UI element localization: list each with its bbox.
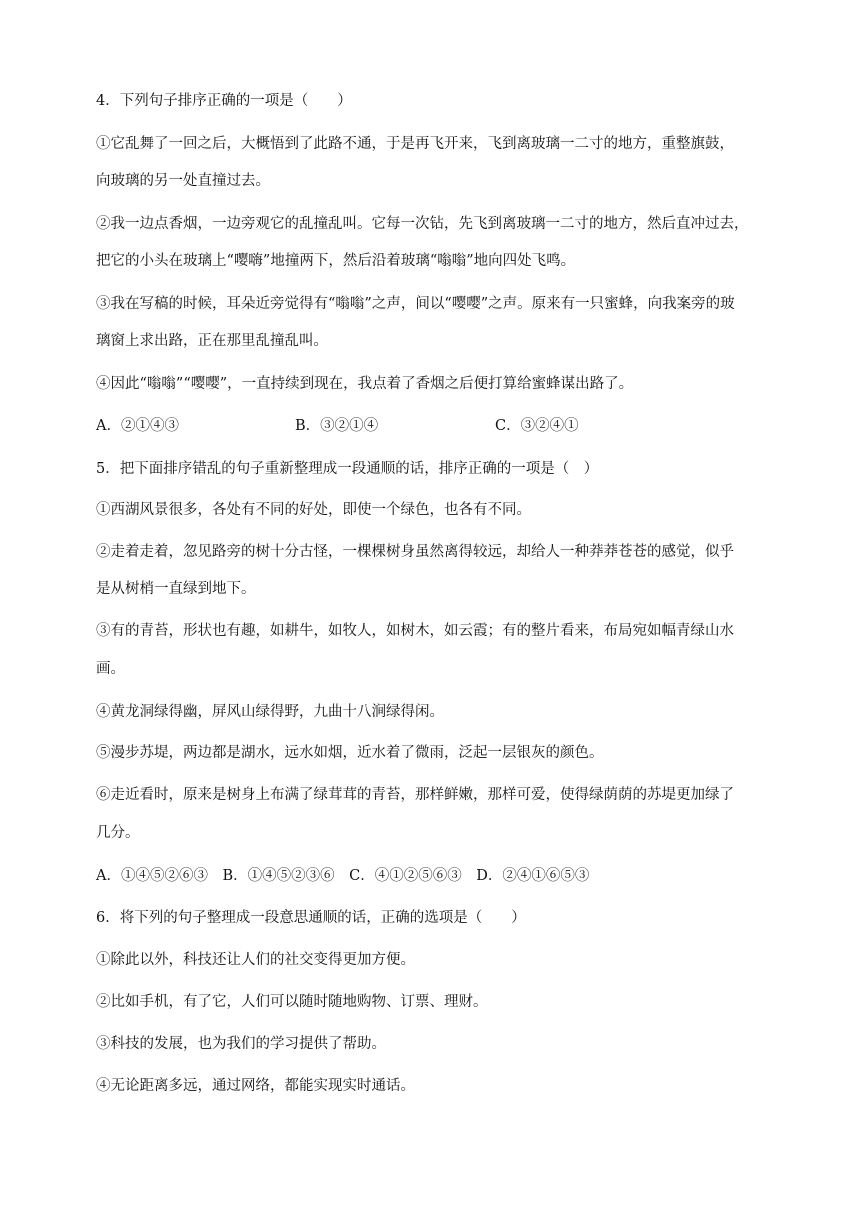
q5-sentence-6-cont: 几分。 <box>96 825 140 841</box>
q5-sentence-4: ④黄龙洞绿得幽，屏风山绿得野，九曲十八涧绿得闲。 <box>96 704 444 720</box>
q5-sentence-1: ①西湖风景很多，各处有不同的好处，即使一个绿色，也各有不同。 <box>96 502 531 518</box>
q4-sentence-2: ②我一边点香烟，一边旁观它的乱撞乱叫。它每一次钻，先飞到离玻璃一二寸的地方，然后直冲过去， <box>96 216 749 232</box>
q4-option-b: B．③②①④ <box>295 418 379 434</box>
q5-stem: 5．把下面排序错乱的句子重新整理成一段通顺的话，排序正确的一项是（ ） <box>96 461 599 477</box>
q4-sentence-3-cont: 璃窗上求出路，正在那里乱撞乱叫。 <box>96 333 328 349</box>
q5-sentence-2-cont: 是从树梢一直绿到地下。 <box>96 581 256 597</box>
q6-stem: 6．将下列的句子整理成一段意思通顺的话，正确的选项是（ ） <box>96 910 526 926</box>
q5-sentence-3: ③有的青苔，形状也有趣，如耕牛，如牧人，如树木，如云霞；有的整片看来，布局宛如幅青绿山水 <box>96 623 734 639</box>
q4-sentence-1-cont: 向玻璃的另一处直撞过去。 <box>96 173 270 189</box>
q5-sentence-3-cont: 画。 <box>96 661 125 677</box>
q4-option-a: A．②①④③ <box>96 418 179 434</box>
q4-sentence-4: ④因此“嗡嗡”“嘤嘤”，一直持续到现在，我点着了香烟之后便打算给蜜蜂谋出路了。 <box>96 376 634 392</box>
q6-sentence-1: ①除此以外，科技还让人们的社交变得更加方便。 <box>96 952 415 968</box>
q5-sentence-6: ⑥走近看时，原来是树身上布满了绿茸茸的青苔，那样鲜嫩，那样可爱，使得绿荫荫的苏堤更加绿了 <box>96 787 734 803</box>
q4-option-c: C．③②④① <box>495 418 579 434</box>
q5-sentence-2: ②走着走着，忽见路旁的树十分古怪，一棵棵树身虽然离得较远，却给人一种莽莽苍苍的感觉，似乎 <box>96 544 734 560</box>
q4-sentence-1: ①它乱舞了一回之后，大概悟到了此路不通，于是再飞开来，飞到离玻璃一二寸的地方，重整旗鼓， <box>96 136 734 152</box>
q6-sentence-4: ④无论距离多远，通过网络，都能实现实时通话。 <box>96 1078 415 1094</box>
q5-options: A．①④⑤②⑥③ B．①④⑤②③⑥ C．④①②⑤⑥③ D．②④①⑥⑤③ <box>96 868 590 884</box>
q4-stem: 4．下列句子排序正确的一项是（ ） <box>96 93 352 109</box>
q4-sentence-2-cont: 把它的小头在玻璃上“嘤嗨”地撞两下，然后沿着玻璃“嗡嗡”地向四处飞鸣。 <box>96 253 576 269</box>
q6-sentence-2: ②比如手机，有了它，人们可以随时随地购物、订票、理财。 <box>96 994 488 1010</box>
q4-sentence-3: ③我在写稿的时候，耳朵近旁觉得有“嗡嗡”之声，间以“嘤嘤”之声。原来有一只蜜蜂，向我案旁的玻 <box>96 296 735 312</box>
q5-sentence-5: ⑤漫步苏堤，两边都是湖水，远水如烟，近水着了微雨，泛起一层银灰的颜色。 <box>96 745 604 761</box>
q6-sentence-3: ③科技的发展，也为我们的学习提供了帮助。 <box>96 1036 386 1052</box>
